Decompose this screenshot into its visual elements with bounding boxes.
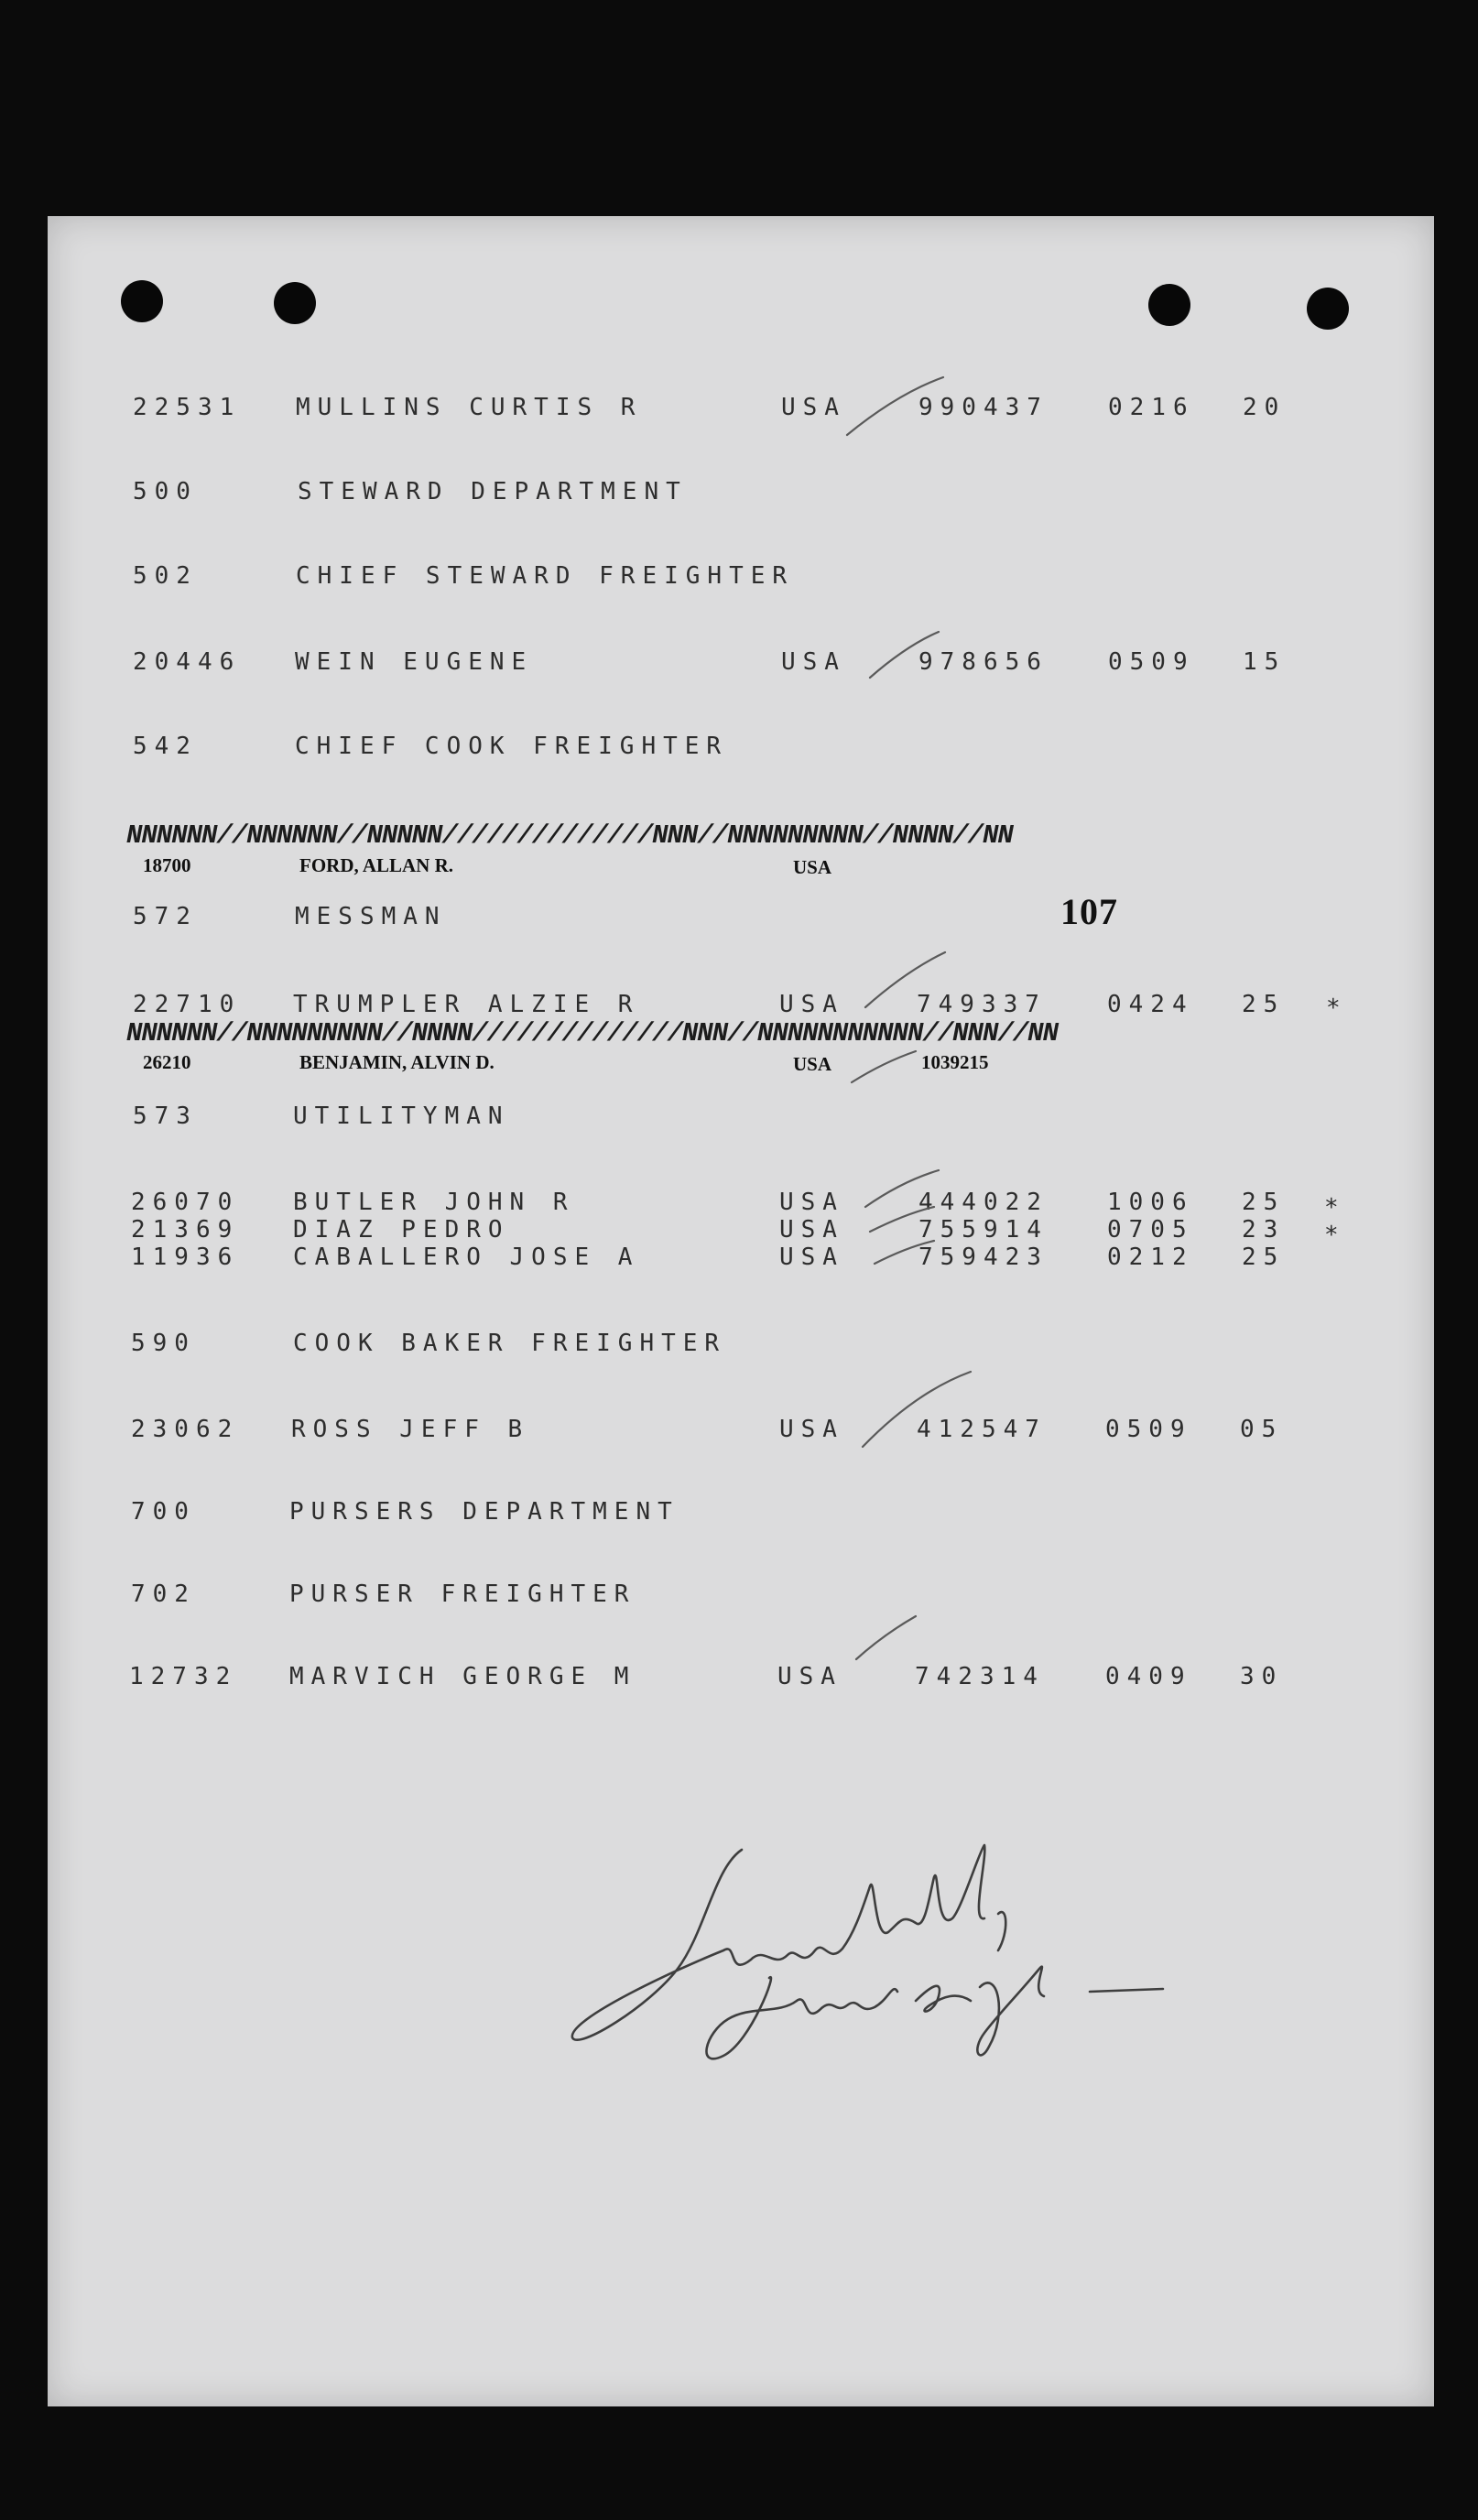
crew-name: MULLINS CURTIS R — [296, 394, 643, 421]
section-code: 590 — [131, 1330, 196, 1357]
crew-code: 20446 — [133, 648, 242, 676]
crew-name: TRUMPLER ALZIE R — [293, 991, 640, 1018]
crew-nationality: USA — [781, 394, 846, 421]
crew-name: CABALLERO JOSE A — [293, 1244, 640, 1271]
crew-name: MARVICH GEORGE M — [289, 1663, 636, 1690]
crew-nationality: USA — [777, 1663, 842, 1690]
crew-date: 0424 — [1107, 991, 1194, 1018]
crew-code: 26070 — [131, 1189, 240, 1216]
crew-nationality: USA — [779, 1416, 844, 1443]
crew-date: 0212 — [1107, 1244, 1194, 1271]
section-code: 502 — [133, 562, 198, 590]
crew-number: 742314 — [915, 1663, 1045, 1690]
crew-value: 20 — [1243, 394, 1287, 421]
crew-number: 1039215 — [921, 1051, 989, 1073]
crew-number: 444022 — [918, 1189, 1049, 1216]
page-number-stamp: 107 — [1060, 891, 1118, 932]
section-label: MESSMAN — [295, 903, 447, 930]
crew-value: 05 — [1240, 1416, 1284, 1443]
crew-code: 18700 — [143, 854, 191, 876]
crew-date: 0216 — [1108, 394, 1195, 421]
crew-date: 0409 — [1105, 1663, 1192, 1690]
crew-code: 11936 — [131, 1244, 240, 1271]
crew-name: BUTLER JOHN R — [293, 1189, 575, 1216]
crew-value: 23 — [1242, 1216, 1286, 1244]
strikeover-line: NNNNNN//NNNNNN//NNNNN//////////////NNN//NNNNNNNNN//NNNN//NN — [126, 820, 1013, 851]
section-label: STEWARD DEPARTMENT — [298, 478, 688, 505]
crew-nationality: USA — [779, 991, 844, 1018]
strikeover-line: NNNNNN//NNNNNNNNN//NNNN//////////////NNN//NNNNNNNNNNN//NNN//NN — [126, 1018, 1058, 1048]
crew-code: 23062 — [131, 1416, 240, 1443]
crew-date: 0509 — [1105, 1416, 1192, 1443]
crew-code: 12732 — [129, 1663, 238, 1690]
crew-nationality: USA — [779, 1216, 844, 1244]
section-code: 542 — [133, 733, 198, 760]
crew-date: 1006 — [1107, 1189, 1194, 1216]
crew-name: DIAZ PEDRO — [293, 1216, 510, 1244]
crew-code: 22710 — [133, 991, 242, 1018]
crew-value: 25 — [1242, 1244, 1286, 1271]
crew-nationality: USA — [779, 1244, 844, 1271]
crew-name: WEIN EUGENE — [295, 648, 534, 676]
crew-nationality: USA — [793, 856, 832, 878]
crew-nationality: USA — [779, 1189, 844, 1216]
crew-nationality: USA — [781, 648, 846, 676]
crew-number: 755914 — [918, 1216, 1049, 1244]
crew-name: ROSS JEFF B — [291, 1416, 530, 1443]
asterisk-mark: * — [1326, 994, 1348, 1022]
asterisk-mark: * — [1324, 1194, 1346, 1222]
crew-code: 22531 — [133, 394, 242, 421]
section-label: CHIEF COOK FREIGHTER — [295, 733, 729, 760]
crew-number: 412547 — [917, 1416, 1047, 1443]
section-code: 702 — [131, 1580, 196, 1608]
crew-value: 30 — [1240, 1663, 1284, 1690]
crew-name: FORD, ALLAN R. — [299, 854, 454, 876]
section-code: 700 — [131, 1498, 196, 1526]
section-code: 500 — [133, 478, 198, 505]
crew-value: 25 — [1242, 1189, 1286, 1216]
section-label: PURSER FREIGHTER — [289, 1580, 636, 1608]
crew-value: 25 — [1242, 991, 1286, 1018]
crew-number: 978656 — [918, 648, 1049, 676]
crew-number: 749337 — [917, 991, 1047, 1018]
section-label: COOK BAKER FREIGHTER — [293, 1330, 727, 1357]
section-code: 573 — [133, 1102, 198, 1130]
crew-number: 990437 — [918, 394, 1049, 421]
section-label: UTILITYMAN — [293, 1102, 510, 1130]
crew-nationality: USA — [793, 1053, 832, 1075]
crew-code: 21369 — [131, 1216, 240, 1244]
crew-code: 26210 — [143, 1051, 191, 1073]
crew-name: BENJAMIN, ALVIN D. — [299, 1051, 494, 1073]
asterisk-mark: * — [1324, 1222, 1346, 1249]
section-label: PURSERS DEPARTMENT — [289, 1498, 679, 1526]
section-code: 572 — [133, 903, 198, 930]
crew-date: 0509 — [1108, 648, 1195, 676]
crew-number: 759423 — [918, 1244, 1049, 1271]
section-label: CHIEF STEWARD FREIGHTER — [296, 562, 795, 590]
handwritten-signature — [568, 1831, 1264, 2088]
crew-value: 15 — [1243, 648, 1287, 676]
crew-date: 0705 — [1107, 1216, 1194, 1244]
